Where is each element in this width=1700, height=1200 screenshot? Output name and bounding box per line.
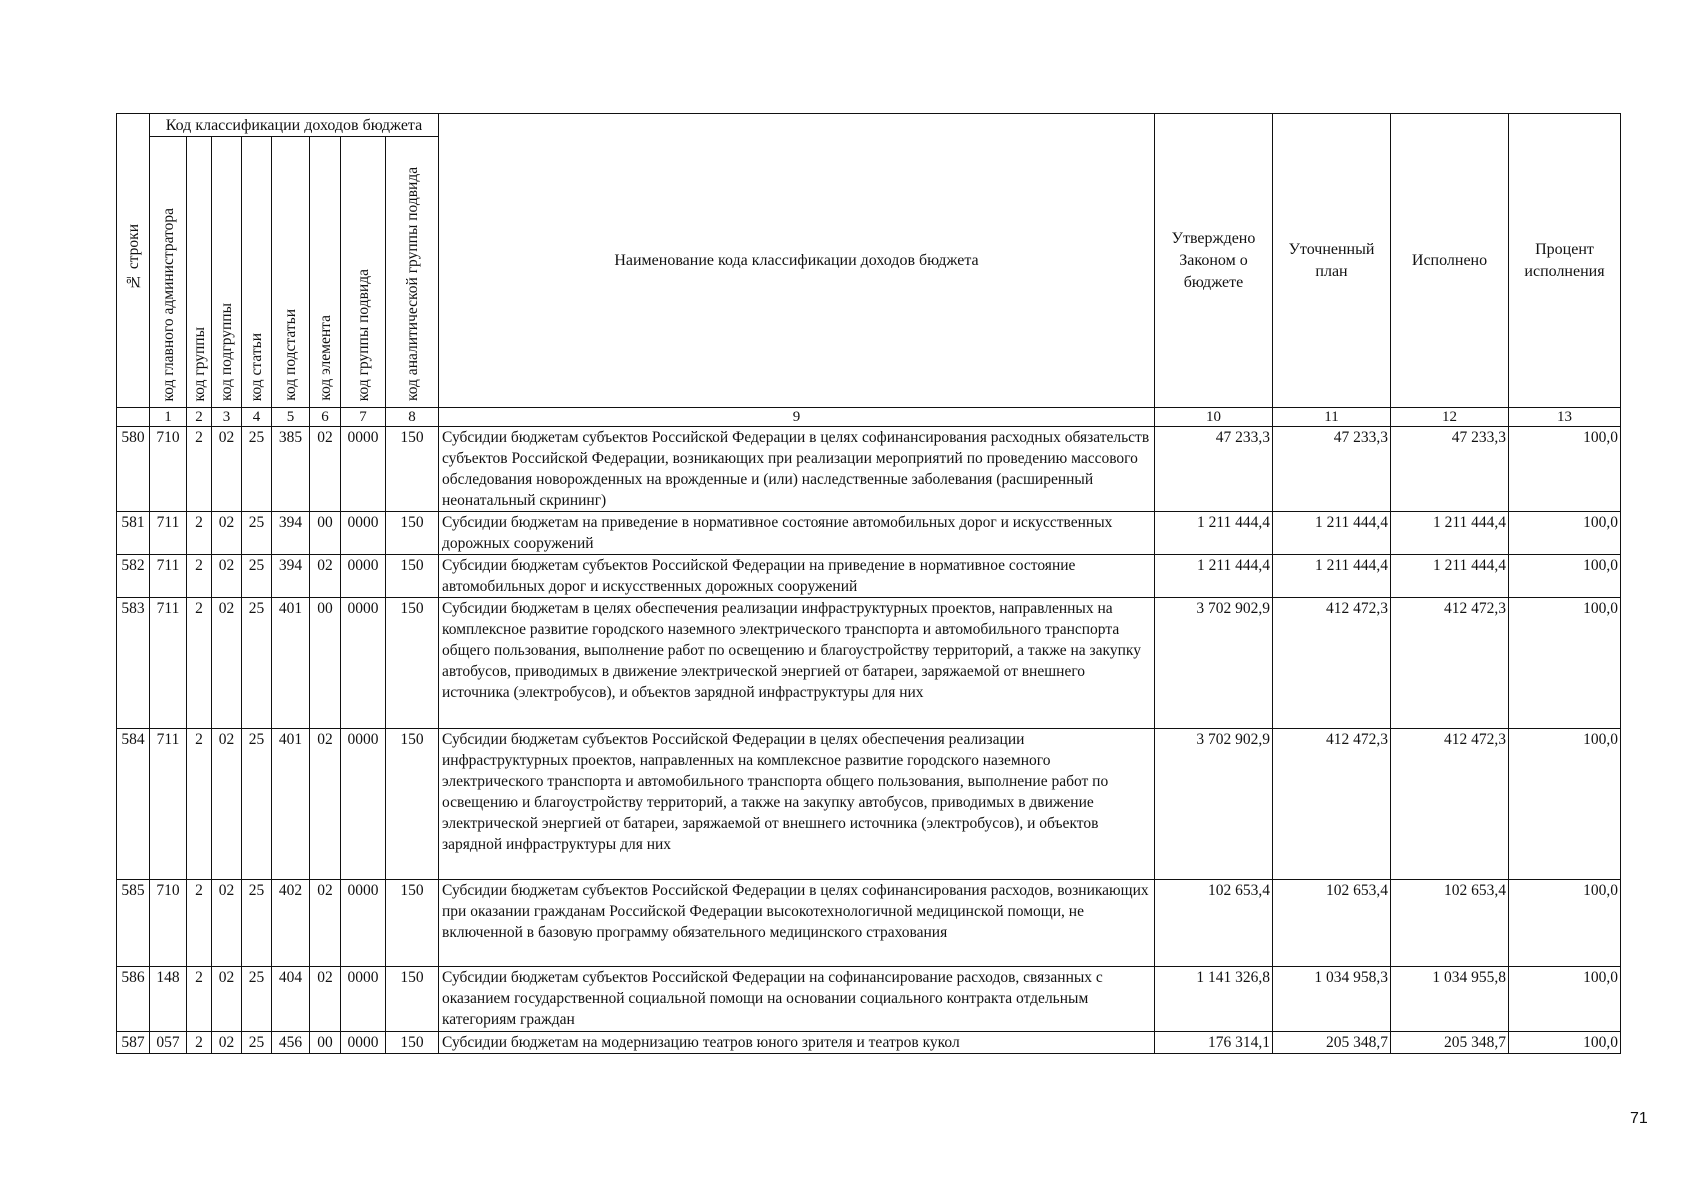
cell-approved: 3 702 902,9 <box>1155 729 1273 880</box>
cell-element-code: 02 <box>310 729 341 880</box>
cell-analytic-code: 150 <box>386 1032 439 1054</box>
cell-subtype-code: 0000 <box>341 1032 386 1054</box>
cell-approved: 47 233,3 <box>1155 427 1273 512</box>
column-numbers-row <box>117 408 1621 427</box>
cell-plan: 1 211 444,4 <box>1273 555 1391 598</box>
cell-subgroup-code: 02 <box>212 729 242 880</box>
cell-percent: 100,0 <box>1509 427 1621 512</box>
cell-subarticle-code: 456 <box>272 1032 310 1054</box>
cell-percent: 100,0 <box>1509 598 1621 729</box>
cell-subtype-code: 0000 <box>341 880 386 967</box>
cell-admin-code: 057 <box>150 1032 187 1054</box>
cell-percent: 100,0 <box>1509 1032 1621 1054</box>
cell-subarticle-code: 402 <box>272 880 310 967</box>
cell-subgroup-code: 02 <box>212 880 242 967</box>
cell-subarticle-code: 385 <box>272 427 310 512</box>
cell-admin-code: 711 <box>150 555 187 598</box>
cell-analytic-code: 150 <box>386 729 439 880</box>
cell-executed: 102 653,4 <box>1391 880 1509 967</box>
column-number <box>117 408 150 427</box>
cell-plan: 1 034 958,3 <box>1273 967 1391 1032</box>
cell-article-code: 25 <box>242 729 272 880</box>
cell-group-code: 2 <box>187 880 212 967</box>
cell-subgroup-code: 02 <box>212 1032 242 1054</box>
cell-subtype-code: 0000 <box>341 967 386 1032</box>
cell-executed: 412 472,3 <box>1391 729 1509 880</box>
header-classification-group: Код классификации доходов бюджета <box>150 114 439 137</box>
cell-subgroup-code: 02 <box>212 427 242 512</box>
cell-plan: 47 233,3 <box>1273 427 1391 512</box>
cell-subgroup-code: 02 <box>212 967 242 1032</box>
table-row <box>117 729 1621 880</box>
cell-name: Субсидии бюджетам субъектов Российской Федерации в целях софинансирования расходов, возникающих при оказании гражданам Российской Федерации высокотехнологичной медицинской помощи, не включенной в базовую программу обязательного медицинского страхования <box>439 880 1155 967</box>
header-code-subarticle: код подстатьи <box>272 137 310 408</box>
cell-approved: 3 702 902,9 <box>1155 598 1273 729</box>
cell-subgroup-code: 02 <box>212 555 242 598</box>
cell-group-code: 2 <box>187 967 212 1032</box>
cell-analytic-code: 150 <box>386 598 439 729</box>
cell-article-code: 25 <box>242 967 272 1032</box>
cell-element-code: 00 <box>310 598 341 729</box>
cell-group-code: 2 <box>187 555 212 598</box>
cell-article-code: 25 <box>242 1032 272 1054</box>
cell-admin-code: 711 <box>150 729 187 880</box>
column-number: 13 <box>1509 408 1621 427</box>
header-percent: Процент исполнения <box>1509 114 1621 408</box>
cell-element-code: 02 <box>310 555 341 598</box>
cell-article-code: 25 <box>242 880 272 967</box>
cell-approved: 1 141 326,8 <box>1155 967 1273 1032</box>
header-code-group: код группы <box>187 137 212 408</box>
cell-article-code: 25 <box>242 427 272 512</box>
cell-subtype-code: 0000 <box>341 427 386 512</box>
cell-group-code: 2 <box>187 729 212 880</box>
table-row <box>117 427 1621 512</box>
cell-analytic-code: 150 <box>386 512 439 555</box>
cell-name: Субсидии бюджетам в целях обеспечения реализации инфраструктурных проектов, направленных на комплексное развитие городского наземного электрического транспорта и автомобильного транспорта общего пользования, выполнение работ по освещению и благоустройству территорий, а также на закупку автобусов, приводимых в движение электрической энергией от батареи, заряжаемой от внешнего источника (электробусов), и объектов зарядной инфраструктуры для них <box>439 598 1155 729</box>
cell-percent: 100,0 <box>1509 729 1621 880</box>
cell-subtype-code: 0000 <box>341 729 386 880</box>
header-code-subgroup: код подгруппы <box>212 137 242 408</box>
cell-subarticle-code: 394 <box>272 512 310 555</box>
cell-analytic-code: 150 <box>386 967 439 1032</box>
cell-plan: 1 211 444,4 <box>1273 512 1391 555</box>
table-header <box>117 114 1621 427</box>
cell-approved: 1 211 444,4 <box>1155 512 1273 555</box>
table-row <box>117 967 1621 1032</box>
cell-group-code: 2 <box>187 427 212 512</box>
cell-article-code: 25 <box>242 512 272 555</box>
cell-subarticle-code: 401 <box>272 598 310 729</box>
cell-admin-code: 148 <box>150 967 187 1032</box>
column-number: 5 <box>272 408 310 427</box>
cell-plan: 205 348,7 <box>1273 1032 1391 1054</box>
table-row <box>117 1032 1621 1054</box>
cell-executed: 1 211 444,4 <box>1391 512 1509 555</box>
cell-article-code: 25 <box>242 555 272 598</box>
cell-name: Субсидии бюджетам субъектов Российской Федерации в целях софинансирования расходных обязательств субъектов Российской Федерации, возникающих при реализации мероприятий по проведению массового обследования новорожденных на врожденные и (или) наследственные заболевания (расширенный неонатальный скрининг) <box>439 427 1155 512</box>
cell-admin-code: 711 <box>150 512 187 555</box>
header-code-admin: код главного администратора <box>150 137 187 408</box>
table-row <box>117 880 1621 967</box>
cell-plan: 412 472,3 <box>1273 598 1391 729</box>
cell-subarticle-code: 401 <box>272 729 310 880</box>
cell-executed: 1 034 955,8 <box>1391 967 1509 1032</box>
cell-approved: 176 314,1 <box>1155 1032 1273 1054</box>
column-number: 4 <box>242 408 272 427</box>
column-number: 12 <box>1391 408 1509 427</box>
cell-executed: 47 233,3 <box>1391 427 1509 512</box>
cell-subarticle-code: 394 <box>272 555 310 598</box>
cell-row-number: 584 <box>117 729 150 880</box>
cell-row-number: 585 <box>117 880 150 967</box>
cell-row-number: 587 <box>117 1032 150 1054</box>
header-name: Наименование кода классификации доходов бюджета <box>439 114 1155 408</box>
cell-row-number: 583 <box>117 598 150 729</box>
cell-row-number: 581 <box>117 512 150 555</box>
table-row <box>117 555 1621 598</box>
column-number: 10 <box>1155 408 1273 427</box>
cell-element-code: 02 <box>310 880 341 967</box>
column-number: 7 <box>341 408 386 427</box>
header-code-analytic-group: код аналитической группы подвида <box>386 137 439 408</box>
cell-percent: 100,0 <box>1509 555 1621 598</box>
cell-name: Субсидии бюджетам субъектов Российской Федерации на приведение в нормативное состояние автомобильных дорог и искусственных дорожных сооружений <box>439 555 1155 598</box>
cell-executed: 412 472,3 <box>1391 598 1509 729</box>
cell-executed: 205 348,7 <box>1391 1032 1509 1054</box>
cell-subgroup-code: 02 <box>212 512 242 555</box>
header-code-subtype-group: код группы подвида <box>341 137 386 408</box>
table-row <box>117 512 1621 555</box>
cell-subarticle-code: 404 <box>272 967 310 1032</box>
column-number: 2 <box>187 408 212 427</box>
column-number: 11 <box>1273 408 1391 427</box>
cell-subtype-code: 0000 <box>341 555 386 598</box>
cell-admin-code: 710 <box>150 427 187 512</box>
cell-row-number: 580 <box>117 427 150 512</box>
cell-subgroup-code: 02 <box>212 598 242 729</box>
cell-name: Субсидии бюджетам субъектов Российской Федерации на софинансирование расходов, связанных с оказанием государственной социальной помощи на основании социального контракта отдельным категориям граждан <box>439 967 1155 1032</box>
cell-subtype-code: 0000 <box>341 598 386 729</box>
header-code-element: код элемента <box>310 137 341 408</box>
cell-analytic-code: 150 <box>386 427 439 512</box>
cell-percent: 100,0 <box>1509 967 1621 1032</box>
column-number: 8 <box>386 408 439 427</box>
header-code-article: код статьи <box>242 137 272 408</box>
cell-percent: 100,0 <box>1509 512 1621 555</box>
cell-admin-code: 710 <box>150 880 187 967</box>
cell-group-code: 2 <box>187 1032 212 1054</box>
header-row-number: № строки <box>117 114 150 408</box>
cell-admin-code: 711 <box>150 598 187 729</box>
cell-name: Субсидии бюджетам на модернизацию театров юного зрителя и театров кукол <box>439 1032 1155 1054</box>
header-approved: Утверждено Законом о бюджете <box>1155 114 1273 408</box>
header-refined-plan: Уточненный план <box>1273 114 1391 408</box>
column-number: 3 <box>212 408 242 427</box>
cell-element-code: 02 <box>310 427 341 512</box>
cell-element-code: 00 <box>310 512 341 555</box>
table-row <box>117 598 1621 729</box>
cell-subtype-code: 0000 <box>341 512 386 555</box>
column-number: 1 <box>150 408 187 427</box>
cell-plan: 412 472,3 <box>1273 729 1391 880</box>
page-number: 71 <box>1630 1110 1648 1127</box>
cell-approved: 102 653,4 <box>1155 880 1273 967</box>
cell-plan: 102 653,4 <box>1273 880 1391 967</box>
cell-percent: 100,0 <box>1509 880 1621 967</box>
table-body <box>117 427 1621 1054</box>
cell-article-code: 25 <box>242 598 272 729</box>
cell-row-number: 586 <box>117 967 150 1032</box>
cell-group-code: 2 <box>187 598 212 729</box>
budget-revenue-table <box>116 113 1621 1054</box>
cell-name: Субсидии бюджетам субъектов Российской Федерации в целях обеспечения реализации инфраструктурных проектов, направленных на комплексное развитие городского наземного электрического транспорта и автомобильного транспорта общего пользования, выполнение работ по освещению и благоустройству территорий, а также на закупку автобусов, приводимых в движение электрической энергией от батареи, заряжаемой от внешнего источника (электробусов), и объектов зарядной инфраструктуры для них <box>439 729 1155 880</box>
cell-group-code: 2 <box>187 512 212 555</box>
column-number: 6 <box>310 408 341 427</box>
cell-analytic-code: 150 <box>386 880 439 967</box>
cell-name: Субсидии бюджетам на приведение в нормативное состояние автомобильных дорог и искусственных дорожных сооружений <box>439 512 1155 555</box>
header-executed: Исполнено <box>1391 114 1509 408</box>
cell-row-number: 582 <box>117 555 150 598</box>
column-number: 9 <box>439 408 1155 427</box>
cell-element-code: 00 <box>310 1032 341 1054</box>
cell-analytic-code: 150 <box>386 555 439 598</box>
cell-executed: 1 211 444,4 <box>1391 555 1509 598</box>
cell-element-code: 02 <box>310 967 341 1032</box>
cell-approved: 1 211 444,4 <box>1155 555 1273 598</box>
